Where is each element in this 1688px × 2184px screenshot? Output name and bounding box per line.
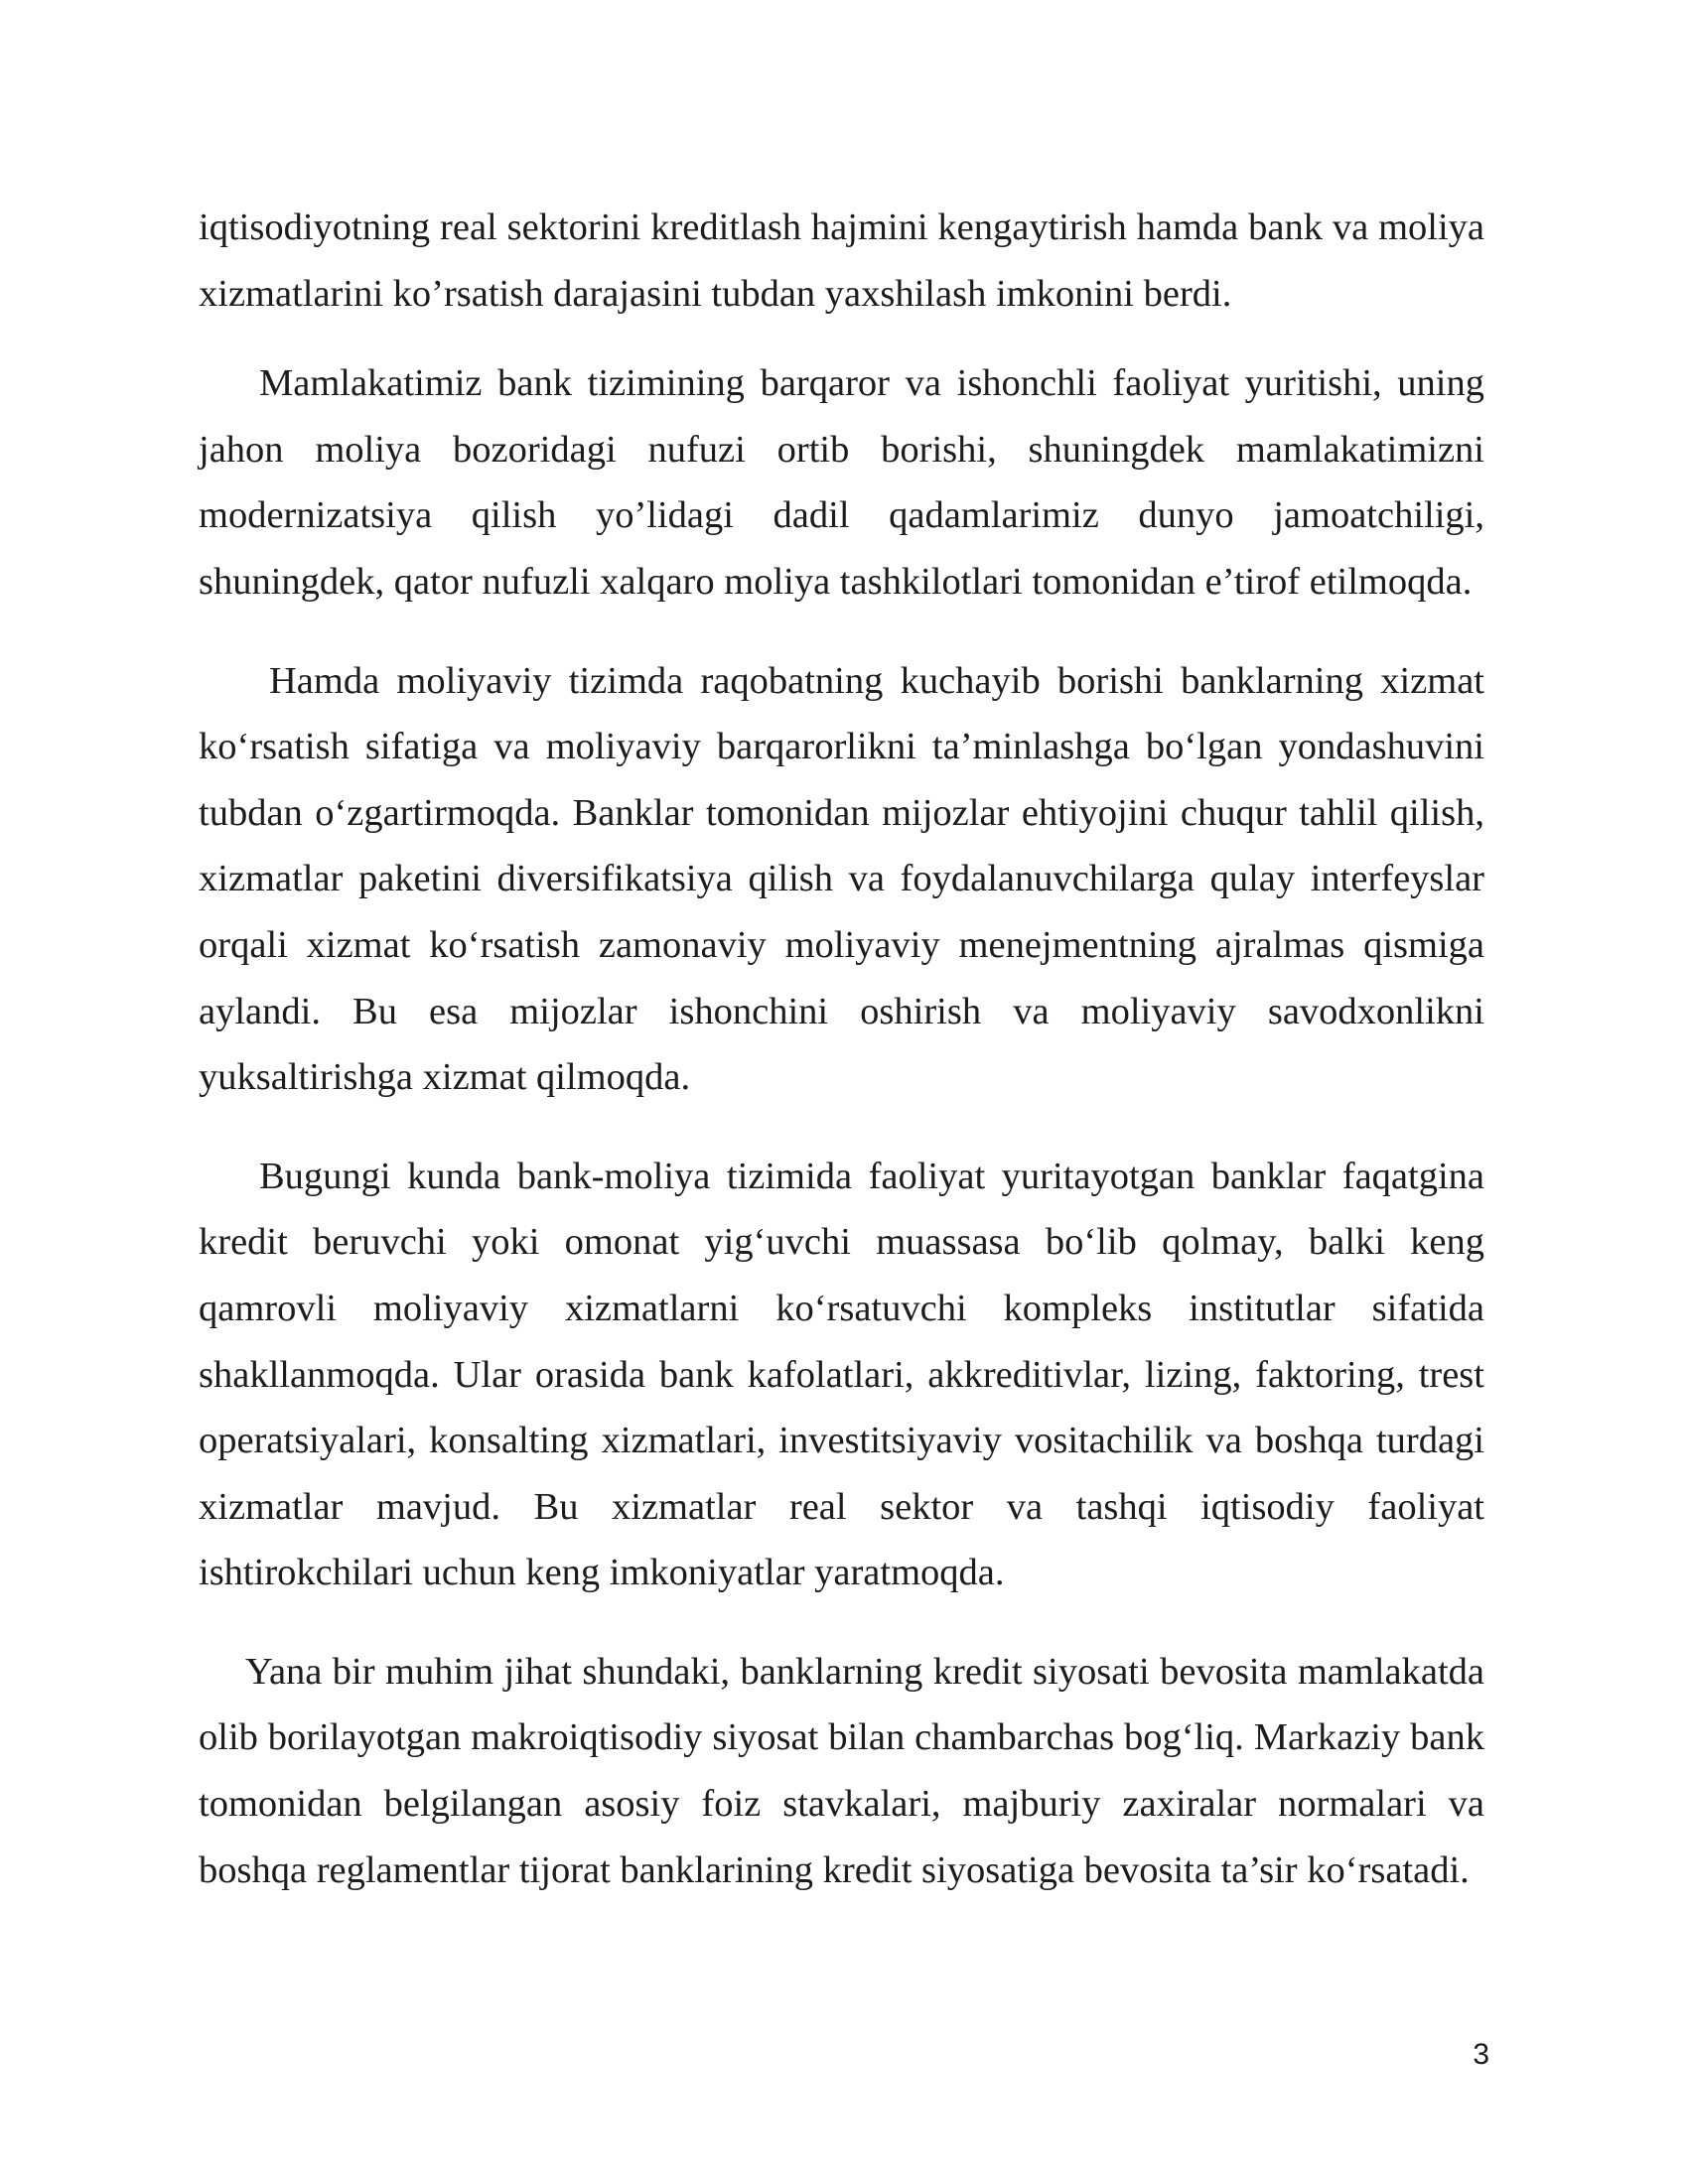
paragraph-1: iqtisodiyotning real sektorini kreditlash hajmini kengaytirish hamda bank va moliya xizmatlarini ko’rsatish darajasini tubdan yaxshilash imkonini berdi. — [199, 206, 1484, 315]
paragraph-3: Hamda moliyaviy tizimda raqobatning kuchayib borishi banklarning xizmat ko‘rsatish sifatiga va moliyaviy barqarorlikni ta’minlashga bo‘lgan yondashuvini tubdan o‘zgartirmoqda. Banklar tomonidan mijozlar ehtiyojini chuqur tahlil qilish, xizmatlar paketini diversifikatsiya qilish va foydalanuvchilarga qulay interfeyslar orqali xizmat ko‘rsatish zamonaviy moliyaviy menejmentning ajralmas qismiga aylandi. Bu esa mijozlar ishonchini oshirish va moliyaviy savodxonlikni yuksaltirishga xizmat qilmoqda. — [199, 659, 1484, 1099]
paragraph-5: Yana bir muhim jihat shundaki, banklarning kredit siyosati bevosita mamlakatda olib borilayotgan makroiqtisodiy siyosat bilan chambarchas bog‘liq. Markaziy bank tomonidan belgilangan asosiy foiz stavkalari, majburiy zaxiralar normalari va boshqa reglamentlar tijorat banklarining kredit siyosatiga bevosita ta’sir ko‘rsatadi. — [199, 1650, 1484, 1891]
page-number: 3 — [1473, 2038, 1489, 2071]
paragraph-2: Mamlakatimiz bank tizimining barqaror va ishonchli faoliyat yuritishi, uning jahon moliya bozoridagi nufuzi ortib borishi, shuningdek mamlakatimizni modernizatsiya qilish yo’lidagi dadil qadamlarimiz dunyo jamoatchiligi, shuningdek, qator nufuzli xalqaro moliya tashkilotlari tomonidan e’tirof etilmoqda. — [199, 362, 1484, 603]
paragraph-4: Bugungi kunda bank-moliya tizimida faoliyat yuritayotgan banklar faqatgina kredit beruvchi yoki omonat yig‘uvchi muassasa bo‘lib qolmay, balki keng qamrovli moliyaviy xizmatlarni ko‘rsatuvchi kompleks institutlar sifatida shakllanmoqda. Ular orasida bank kafolatlari, akkreditivlar, lizing, faktoring, trest operatsiyalari, konsalting xizmatlari, investitsiyaviy vositachilik va boshqa turdagi xizmatlar mavjud. Bu xizmatlar real sektor va tashqi iqtisodiy faoliyat ishtirokchilari uchun keng imkoniyatlar yaratmoqda. — [199, 1155, 1484, 1594]
page-body — [199, 195, 1484, 1903]
